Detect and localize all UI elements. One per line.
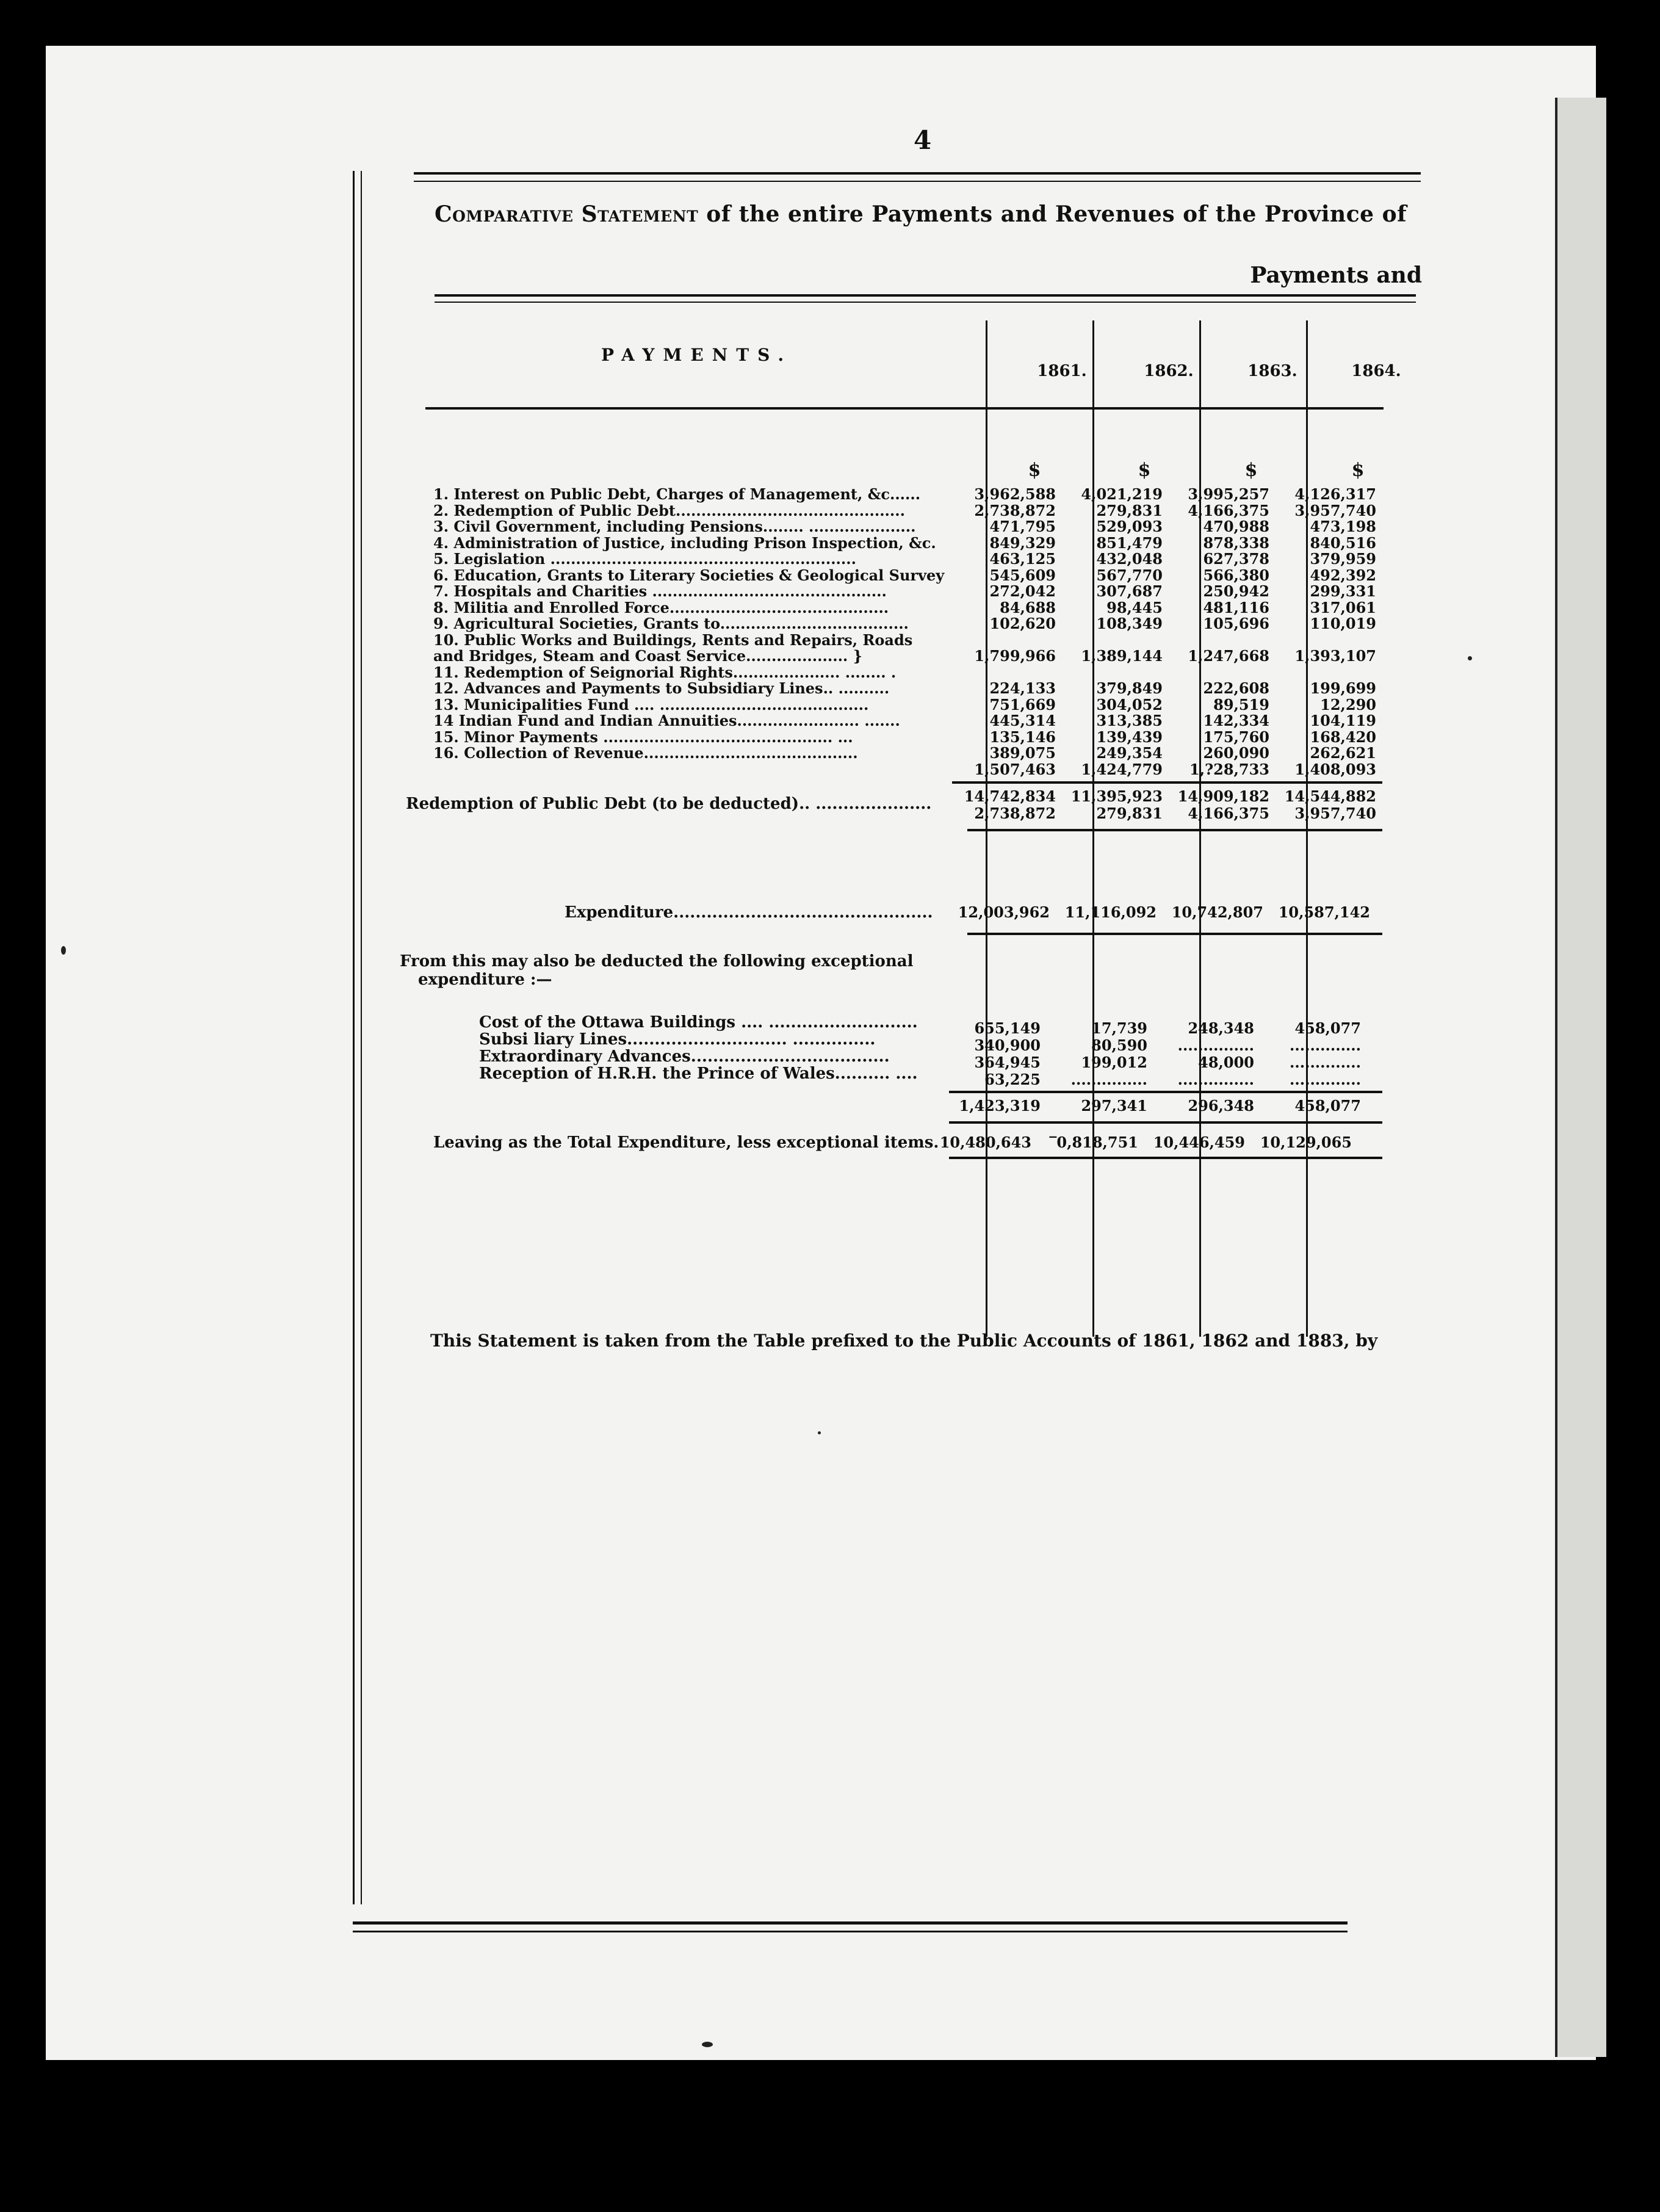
exceptional-item-value: 199,012: [1081, 1054, 1147, 1071]
payment-item-value: 142,334: [1203, 712, 1269, 729]
payment-item-value: 272,042: [989, 582, 1056, 600]
exceptional-item-label: Reception of H.R.H. the Prince of Wales.......... ....: [479, 1064, 918, 1083]
payment-item-value: 1,507,463: [974, 760, 1056, 778]
exceptional-item-value: 63,225: [984, 1071, 1041, 1088]
payment-item-label: 9. Agricultural Societies, Grants to.....................................: [433, 615, 909, 632]
payment-item-value: 492,392: [1310, 566, 1376, 584]
payment-item-value: 1,408,093: [1294, 760, 1376, 778]
payment-item-value: 470,988: [1203, 518, 1269, 535]
payment-item-label: 8. Militia and Enrolled Force...........................................: [433, 598, 889, 616]
exceptional-item-value: 340,900: [974, 1036, 1041, 1054]
payment-item-value: 104,119: [1310, 712, 1376, 729]
exceptional-item-value: 458,077: [1294, 1019, 1361, 1037]
exceptional-item-value: 655,149: [974, 1019, 1041, 1037]
payment-item-value: 566,380: [1203, 566, 1269, 584]
payment-item-value: 2,738,872: [974, 501, 1056, 519]
payment-item-label: 12. Advances and Payments to Subsidiary Lines.. ..........: [433, 679, 890, 697]
redemption-value: 3,957,740: [1294, 804, 1376, 822]
leaving-value: 10,480,643: [939, 1133, 1031, 1151]
payment-item-value: 432,048: [1096, 550, 1163, 568]
total-value: 14,742,834: [964, 787, 1056, 805]
footer-note: This Statement is taken from the Table prefixed to the Public Accounts of 1861, 1862 and 1883, by: [430, 1331, 1378, 1351]
payment-item-value: 108,349: [1096, 615, 1163, 632]
redemption-value: 2,738,872: [974, 804, 1056, 822]
year-header-1861: 1861.: [1037, 362, 1087, 380]
redemption-deduct-label: Redemption of Public Debt (to be deducted).. .....................: [406, 795, 932, 813]
year-header-1862: 1862.: [1144, 362, 1194, 380]
exceptional-item-value: 17,739: [1091, 1019, 1147, 1037]
exceptional-total-value: 296,348: [1188, 1097, 1254, 1115]
payment-item-value: 307,687: [1096, 582, 1163, 600]
scan-speck: [818, 1431, 821, 1434]
scan-speck: [702, 2042, 713, 2047]
expenditure-value: 12,003,962: [958, 903, 1050, 921]
payment-item-label: 5. Legislation ............................................................: [433, 550, 856, 568]
payment-item-value: 199,699: [1310, 679, 1376, 697]
payment-item-label: 11. Redemption of Seignorial Rights..................... ........ .: [433, 663, 897, 681]
payment-item-value: 567,770: [1096, 566, 1163, 584]
payment-item-value: 471,795: [989, 518, 1056, 535]
payment-item-value: 3,957,740: [1294, 501, 1376, 519]
payment-item-label: 6. Education, Grants to Literary Societies & Geological Survey: [433, 566, 945, 584]
subtotal-rule: [952, 781, 1382, 784]
payment-item-value: 135,146: [989, 728, 1056, 746]
exceptional-total-value: 458,077: [1294, 1097, 1361, 1115]
adjacent-page-edge: [1555, 98, 1606, 2057]
frame-top-border: [414, 172, 1421, 182]
exceptional-rule: [949, 1091, 1382, 1093]
leaving-value: 10,446,459: [1153, 1133, 1245, 1151]
payment-item-value: 3,962,588: [974, 485, 1056, 503]
payment-item-value: 262,621: [1310, 744, 1376, 762]
payment-item-value: 849,329: [989, 533, 1056, 552]
expenditure-value: 10,742,807: [1171, 903, 1263, 921]
payments-header: PAYMENTS.: [601, 345, 793, 365]
exceptional-item-label: Subsi liary Lines............................. ...............: [479, 1030, 876, 1049]
exceptional-intro: From this may also be deducted the following exceptional: [400, 952, 914, 970]
payment-item-value: 473,198: [1310, 518, 1376, 535]
payment-item-label: 7. Hospitals and Charities ..............................................: [433, 582, 887, 600]
payment-item-value: 545,609: [989, 566, 1056, 584]
payment-item-value: 3,995,257: [1188, 485, 1269, 503]
payment-item-value: 840,516: [1310, 533, 1376, 552]
payment-item-label: 16. Collection of Revenue..........................................: [433, 744, 858, 762]
expenditure-label: Expenditure...............................................: [565, 903, 933, 922]
expenditure-value: 10,587,142: [1278, 903, 1370, 921]
payment-item-value: 1,393,107: [1294, 647, 1376, 665]
payment-item-label: 13. Municipalities Fund .... .........................................: [433, 695, 869, 714]
currency-symbol: $: [1138, 460, 1151, 481]
exceptional-item-value: ..............: [1290, 1036, 1361, 1054]
expenditure-value: 11,116,092: [1064, 903, 1157, 921]
payment-item-value: 105,696: [1203, 615, 1269, 632]
payment-item-label: 15. Minor Payments ............................................. ...: [433, 728, 853, 746]
leaving-rule: [949, 1157, 1382, 1159]
payment-item-value: 168,420: [1310, 728, 1376, 746]
redemption-rule: [967, 829, 1382, 831]
exceptional-item-value: ..............: [1290, 1071, 1361, 1088]
payments-table: [400, 320, 1415, 1337]
title-rest: of the entire Payments and Revenues of the Province of: [698, 201, 1407, 227]
payment-item-value: 299,331: [1310, 582, 1376, 600]
payment-item-value: 1,?28,733: [1189, 760, 1269, 778]
payment-item-value: 304,052: [1096, 695, 1163, 714]
title-rule: [435, 294, 1416, 303]
currency-symbol: $: [1244, 460, 1258, 481]
payment-item-label: 4. Administration of Justice, including Prison Inspection, &c.: [433, 533, 936, 552]
payment-item-value: 260,090: [1203, 744, 1269, 762]
payment-item-value: 224,133: [989, 679, 1056, 697]
title-smallcaps: Comparative Statement: [435, 201, 699, 227]
exceptional-total-value: 297,341: [1081, 1097, 1147, 1115]
exceptional-item-label: Cost of the Ottawa Buildings .... ...........................: [479, 1013, 918, 1032]
payment-item-value: 139,439: [1096, 728, 1163, 746]
scan-speck: [1468, 656, 1472, 660]
payment-item-value: 110,019: [1310, 615, 1376, 632]
payment-item-label: 14 Indian Fund and Indian Annuities........................ .......: [433, 712, 900, 729]
payment-item-value: 249,354: [1096, 744, 1163, 762]
exceptional-total-value: 1,423,319: [959, 1097, 1041, 1115]
scan-speck: [61, 946, 66, 955]
currency-symbol: $: [1028, 460, 1041, 481]
frame-bottom-border: [353, 1921, 1348, 1932]
payment-item-value: 1,247,668: [1188, 647, 1269, 665]
payment-item-value: 389,075: [989, 744, 1056, 762]
total-value: 11,395,923: [1070, 787, 1163, 805]
payment-item-value: 379,959: [1310, 550, 1376, 568]
payment-item-value: 250,942: [1203, 582, 1269, 600]
exceptional-item-value: ...............: [1177, 1071, 1254, 1088]
payment-item-label: 3. Civil Government, including Pensions........ .....................: [433, 518, 916, 535]
payment-item-value: 851,479: [1096, 533, 1163, 552]
payment-item-value: 98,445: [1106, 598, 1163, 616]
payment-item-label: and Bridges, Steam and Coast Service.................... }: [433, 647, 863, 665]
payment-item-label: 2. Redemption of Public Debt.............................................: [433, 501, 905, 519]
leaving-value: 10,129,065: [1260, 1133, 1352, 1151]
payment-item-value: 102,620: [989, 615, 1056, 632]
payment-item-value: 529,093: [1096, 518, 1163, 535]
currency-symbol: $: [1351, 460, 1365, 481]
page-number: 4: [914, 125, 932, 155]
statement-title-line2: Payments and: [1250, 262, 1422, 288]
exceptional-item-label: Extraordinary Advances....................................: [479, 1047, 890, 1066]
payment-item-value: 878,338: [1203, 533, 1269, 552]
frame-left-border: [353, 171, 362, 1904]
payment-item-value: 4,126,317: [1294, 485, 1376, 503]
expenditure-rule: [967, 933, 1382, 935]
payment-item-value: 222,608: [1203, 679, 1269, 697]
payment-item-value: 445,314: [989, 712, 1056, 729]
exceptional-item-value: ..............: [1290, 1054, 1361, 1071]
payment-item-value: 4,021,219: [1081, 485, 1163, 503]
payment-item-value: 627,378: [1203, 550, 1269, 568]
payment-item-value: 12,290: [1320, 695, 1376, 714]
payment-item-value: 481,116: [1203, 598, 1269, 616]
redemption-value: 279,831: [1096, 804, 1163, 822]
statement-title: [435, 201, 1423, 227]
year-header-1864: 1864.: [1351, 362, 1401, 380]
payment-item-value: 317,061: [1310, 598, 1376, 616]
payment-item-value: 1,799,966: [974, 647, 1056, 665]
payment-item-label: 1. Interest on Public Debt, Charges of Management, &c......: [433, 485, 921, 503]
payment-item-value: 379,849: [1096, 679, 1163, 697]
exceptional-total-rule: [949, 1121, 1382, 1124]
payment-item-value: 4,166,375: [1188, 501, 1269, 519]
payment-item-value: 313,385: [1096, 712, 1163, 729]
payment-item-value: 1,424,779: [1081, 760, 1163, 778]
year-header-1863: 1863.: [1247, 362, 1297, 380]
total-value: 14,544,882: [1284, 787, 1376, 805]
payment-item-value: 84,688: [1000, 598, 1056, 616]
payment-item-value: 89,519: [1213, 695, 1269, 714]
leaving-label: Leaving as the Total Expenditure, less exceptional items.: [433, 1133, 939, 1152]
payment-item-value: 175,760: [1203, 728, 1269, 746]
exceptional-item-value: ...............: [1177, 1036, 1254, 1054]
exceptional-intro: expenditure :—: [418, 970, 552, 989]
exceptional-item-value: 80,590: [1091, 1036, 1147, 1054]
header-rule: [425, 407, 1384, 410]
leaving-value: ‾0,818,751: [1049, 1133, 1138, 1151]
payment-item-value: 279,831: [1096, 501, 1163, 519]
payment-item-value: 1,389,144: [1081, 647, 1163, 665]
exceptional-item-value: 48,000: [1198, 1054, 1254, 1071]
redemption-value: 4,166,375: [1188, 804, 1269, 822]
payment-item-label: 10. Public Works and Buildings, Rents and Repairs, Roads: [433, 631, 913, 649]
payment-item-value: 463,125: [989, 550, 1056, 568]
exceptional-item-value: ...............: [1070, 1071, 1147, 1088]
exceptional-item-value: 364,945: [974, 1054, 1041, 1071]
payment-item-value: 751,669: [989, 695, 1056, 714]
exceptional-item-value: 248,348: [1188, 1019, 1254, 1037]
total-value: 14,909,182: [1177, 787, 1269, 805]
